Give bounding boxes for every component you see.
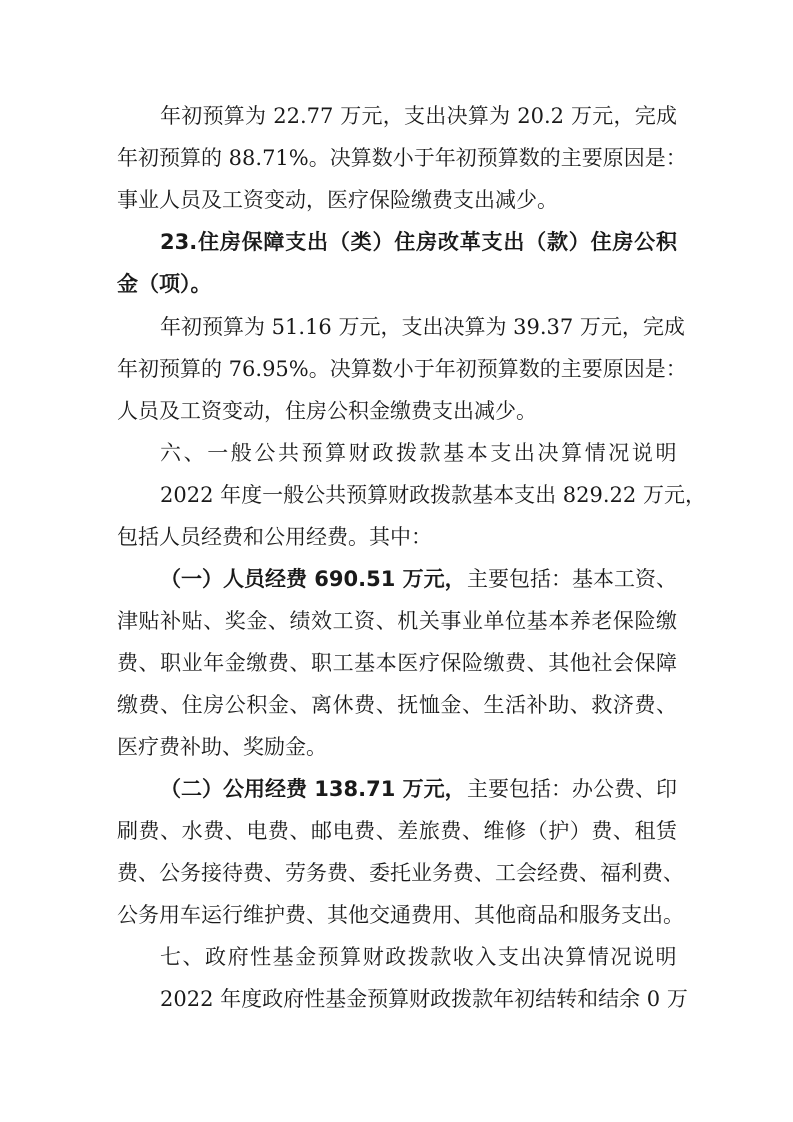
paragraph-line: 2022 年度政府性基金预算财政拨款年初结转和结余 0 万 <box>160 987 688 1011</box>
paragraph-line: 年初预算的 76.95%。决算数小于年初预算数的主要原因是： <box>117 357 687 381</box>
paragraph-line: 年初预算的 88.71%。决算数小于年初预算数的主要原因是： <box>117 146 687 170</box>
subsection-lead: （一）人员经费 690.51 万元， <box>160 567 466 591</box>
paragraph-line: 包括人员经费和公用经费。其中： <box>117 525 432 549</box>
section-heading: 金（项）。 <box>117 272 212 296</box>
paragraph-line: 人员及工资变动，住房公积金缴费支出减少。 <box>117 399 537 423</box>
paragraph-line: 缴费、住房公积金、离休费、抚恤金、生活补助、救济费、 <box>117 693 677 717</box>
paragraph-line: 年初预算为 22.77 万元，支出决算为 20.2 万元，完成 <box>160 104 677 128</box>
section-heading: 23.住房保障支出（类）住房改革支出（款）住房公积 <box>160 230 677 254</box>
subsection-lead: （二）公用经费 138.71 万元， <box>160 777 466 801</box>
paragraph-line <box>160 776 677 802</box>
section-title: 七、政府性基金预算财政拨款收入支出决算情况说明 <box>160 945 677 969</box>
paragraph-line: 刷费、水费、电费、邮电费、差旅费、维修（护）费、租赁 <box>117 819 677 843</box>
paragraph-line: 公务用车运行维护费、其他交通费用、其他商品和服务支出。 <box>117 903 684 927</box>
paragraph-line: 医疗费补助、奖励金。 <box>117 735 327 759</box>
paragraph-line: 费、职业年金缴费、职工基本医疗保险缴费、其他社会保障 <box>117 651 677 675</box>
paragraph-line: 事业人员及工资变动，医疗保险缴费支出减少。 <box>117 188 558 212</box>
paragraph-text: 主要包括：办公费、印 <box>467 777 677 801</box>
paragraph-line: 费、公务接待费、劳务费、委托业务费、工会经费、福利费、 <box>117 861 684 885</box>
paragraph-line: 2022 年度一般公共预算财政拨款基本支出 829.22 万元， <box>160 483 706 507</box>
paragraph-line: 年初预算为 51.16 万元，支出决算为 39.37 万元，完成 <box>160 315 685 339</box>
paragraph-line <box>160 566 677 592</box>
section-title: 六、一般公共预算财政拨款基本支出决算情况说明 <box>160 441 677 465</box>
paragraph-line: 津贴补贴、奖金、绩效工资、机关事业单位基本养老保险缴 <box>117 609 677 633</box>
paragraph-text: 主要包括：基本工资、 <box>467 567 677 591</box>
